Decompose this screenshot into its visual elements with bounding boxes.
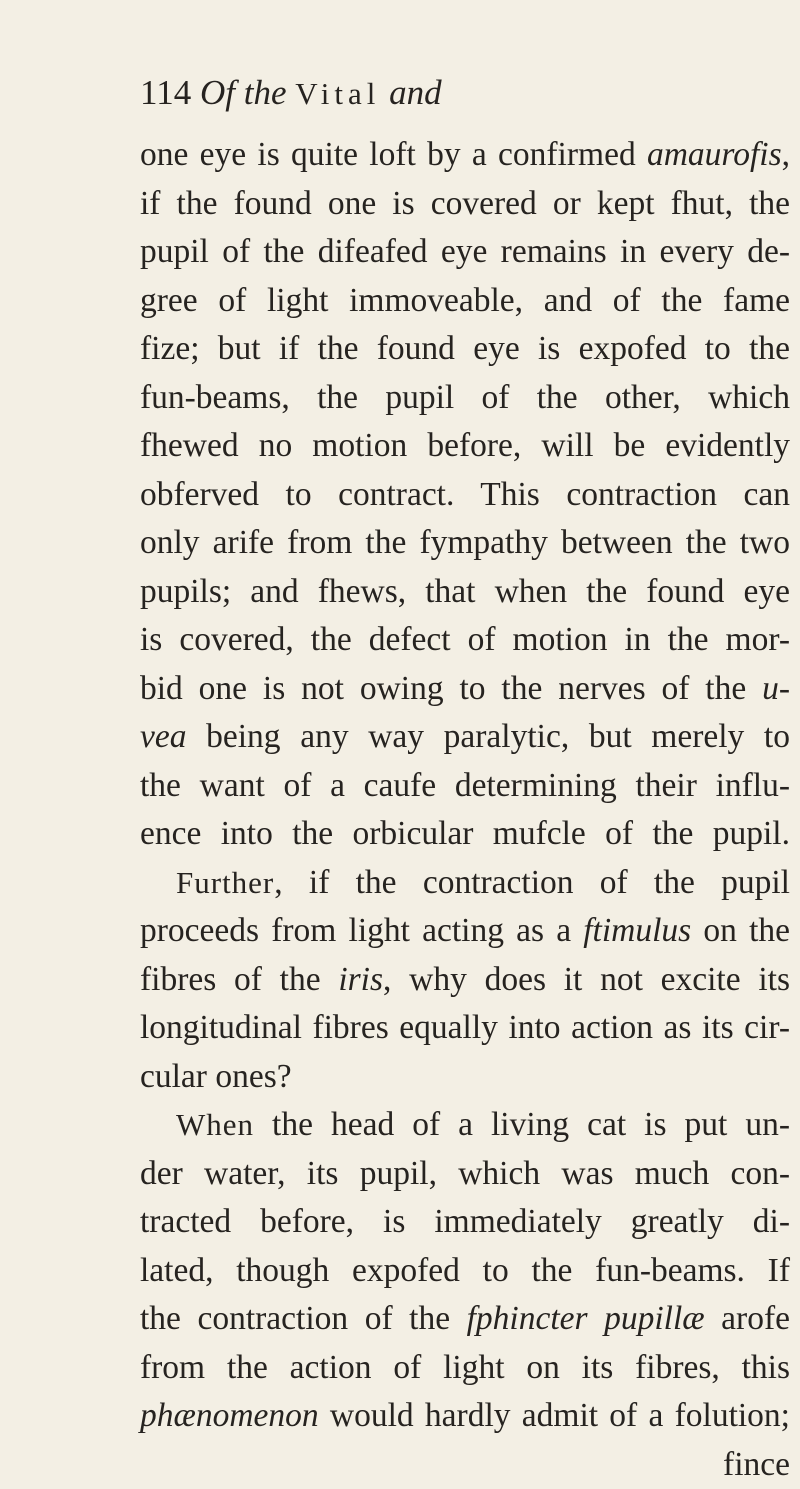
text-segment: one eye is quite loft by a confirmed: [140, 136, 647, 173]
text-line: [140, 228, 790, 277]
catchword: fince: [140, 1441, 790, 1489]
text-line: [140, 519, 790, 568]
running-title-suffix: and: [380, 73, 441, 112]
text-segment: obferved to contract. This contraction can: [140, 476, 790, 513]
page-number: 114: [140, 68, 191, 118]
text-line: [140, 1344, 790, 1393]
text-segment: , why does it not excite its: [383, 961, 790, 998]
text-line: [140, 1247, 790, 1296]
text-segment: longitudinal fibres equally into action as its cir-: [140, 1009, 790, 1046]
italic-text: vea: [140, 718, 187, 755]
text-segment: gree of light immoveable, and of the fame: [140, 282, 790, 319]
text-line: [140, 713, 790, 762]
running-title: [200, 68, 442, 119]
text-line: [140, 1150, 790, 1199]
italic-text: fphincter pupillæ: [467, 1300, 705, 1337]
text-segment: the contraction of the: [140, 1300, 467, 1337]
text-line: [140, 325, 790, 374]
text-segment: fun-beams, the pupil of the other, which: [140, 379, 790, 416]
text-line: [140, 762, 790, 811]
italic-text: u-: [762, 670, 790, 707]
italic-text: phænomenon: [140, 1397, 319, 1434]
italic-text: ftimulus: [583, 912, 691, 949]
text-line: [140, 1053, 790, 1102]
text-segment: , if the contraction of the pupil: [274, 864, 790, 901]
text-segment: bid one is not owing to the nerves of the: [140, 670, 762, 707]
running-header: [140, 68, 740, 118]
text-line: [140, 568, 790, 617]
text-segment: only arife from the fympathy between the two: [140, 524, 790, 561]
text-segment: der water, its pupil, which was much con-: [140, 1155, 790, 1192]
text-line: [140, 1101, 790, 1150]
text-segment: on the: [691, 912, 790, 949]
text-line: [140, 956, 790, 1005]
text-segment: ence into the orbicular mufcle of the pupil.: [140, 815, 790, 852]
running-title-prefix: Of the: [200, 73, 295, 112]
text-segment: ,: [782, 136, 790, 173]
small-caps-text: When: [176, 1107, 254, 1142]
text-line: [140, 810, 790, 859]
text-segment: cular ones?: [140, 1058, 292, 1095]
text-line: [140, 616, 790, 665]
text-segment: from the action of light on its fibres, this: [140, 1349, 790, 1386]
text-line: [140, 277, 790, 326]
text-segment: fize; but if the found eye is expofed to the: [140, 330, 790, 367]
text-segment: if the found one is covered or kept fhut, the: [140, 185, 790, 222]
text-line: [140, 374, 790, 423]
text-line: [140, 131, 790, 180]
text-line: [140, 859, 790, 908]
running-title-vital: Vital: [295, 76, 380, 111]
text-line: [140, 1295, 790, 1344]
text-line: [140, 907, 790, 956]
text-segment: pupil of the difeafed eye remains in every de-: [140, 233, 790, 270]
text-segment: is covered, the defect of motion in the mor-: [140, 621, 790, 658]
text-line: [140, 665, 790, 714]
text-segment: being any way paralytic, but merely to: [187, 718, 791, 755]
text-line: [140, 1004, 790, 1053]
text-segment: fhewed no motion before, will be evidently: [140, 427, 790, 464]
small-caps-text: Further: [176, 865, 274, 900]
text-segment: tracted before, is immediately greatly di-: [140, 1203, 790, 1240]
text-segment: pupils; and fhews, that when the found eye: [140, 573, 790, 610]
text-line: [140, 180, 790, 229]
text-segment: the head of a living cat is put un-: [254, 1106, 790, 1143]
text-line: [140, 471, 790, 520]
text-segment: lated, though expofed to the fun-beams. If: [140, 1252, 790, 1289]
text-line: [140, 422, 790, 471]
text-segment: arofe: [705, 1300, 790, 1337]
text-line: [140, 1392, 790, 1441]
text-segment: fibres of the: [140, 961, 338, 998]
text-line: [140, 1198, 790, 1247]
italic-text: iris: [338, 961, 383, 998]
text-segment: proceeds from light acting as a: [140, 912, 583, 949]
text-segment: the want of a caufe determining their influ-: [140, 767, 790, 804]
text-segment: would hardly admit of a folution;: [319, 1397, 790, 1434]
italic-text: amaurofis: [647, 136, 782, 173]
body-text: [140, 131, 790, 1489]
